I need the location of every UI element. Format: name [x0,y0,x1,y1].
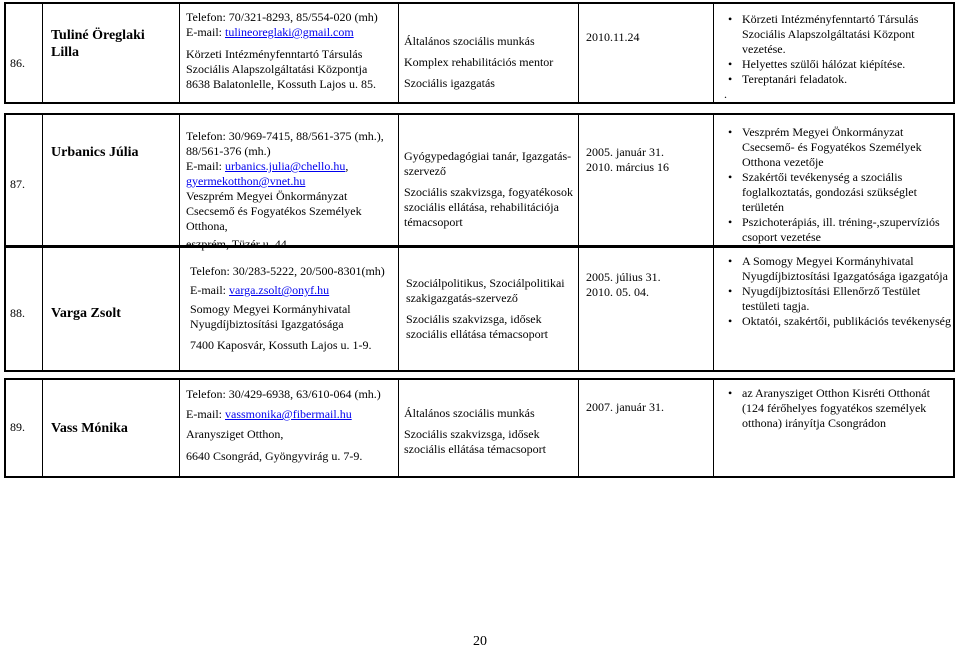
bullet-icon: • [728,254,733,268]
bullet-icon: • [728,314,733,328]
date-item: 2010.11.24 [586,30,640,44]
qualification-item: Gyógypedagógiai tanár, Igazgatás-szervező [404,149,572,178]
bullet-icon: • [728,170,733,184]
phone-text: Telefon: 30/429-6938, 63/610-064 (mh.) [186,387,381,401]
date-item: 2005. január 31. [586,145,664,159]
qualifications [404,34,578,91]
email-line [186,25,398,40]
table-row [4,246,955,372]
email-line: E-mail: urbanics.julia@chello.hu, [186,159,349,173]
email-link[interactable]: urbanics.julia@chello.hu [225,159,346,173]
person-name: Varga Zsolt [51,306,121,321]
bullet-icon: • [728,125,733,139]
qualification-item: Szociálpolitikus, Szociálpolitikai szakigazgatás-szervező [406,276,565,305]
qualification-item: Szociális szakvizsga, idősek szociális ellátása témacsoport [406,312,548,341]
page-number: 20 [473,634,487,649]
email-link[interactable]: vassmonika@fibermail.hu [225,407,352,421]
date-item: 2007. január 31. [586,400,664,414]
date-item: 2010. március 16 [586,160,669,174]
activities [724,12,954,102]
person-name: Vass Mónika [51,421,128,436]
organization-text: Veszprém Megyei Önkormányzat Csecsemő és Fogyatékos Személyek Otthona, [186,189,362,233]
email-label: E-mail: [186,159,225,173]
phone-text: Telefon: 70/321-8293, 85/554-020 (mh) [186,10,378,24]
phone-text: Telefon: 30/969-7415, 88/561-375 (mh.), 88/561-376 (mh.) [186,129,384,158]
contact-block [186,129,398,252]
address-text: eszprém, Tüzér u. 44. [186,237,290,251]
list-item: • A Somogy Megyei Kormányhivatal Nyugdíjbiztosítási Igazgatósága igazgatója [728,254,948,283]
list-item: • Helyettes szülői hálózat kiépítése. [728,57,906,71]
qualifications [404,149,578,230]
list-item: • az Aranysziget Otthon Kisréti Otthonát (124 férőhelyes fogyatékos személyek otthona) irányítja Csongrádon [728,386,930,430]
qualifications [406,276,580,342]
dates [586,30,706,45]
activities [724,254,954,329]
date-item: 2005. július 31. [586,270,661,284]
email-label: E-mail: [186,25,225,39]
email-link-secondary[interactable]: gyermekotthon@vnet.hu [186,174,306,188]
contact-block [190,264,402,353]
list-item: • Veszprém Megyei Önkormányzat Csecsemő- és Fogyatékos Személyek Otthona vezetője [728,125,922,169]
organization-text: Körzeti Intézményfenntartó Társulás Szociális Alapszolgáltatási Központja [186,47,368,76]
email-link[interactable]: varga.zsolt@onyf.hu [229,283,330,297]
dates [586,270,706,300]
email-label: E-mail: [186,407,225,421]
row-number: 88. [10,306,25,320]
date-item: 2010. 05. 04. [586,285,649,299]
person-name: Urbanics Júlia [51,145,139,160]
activities [724,125,954,245]
bullet-icon: • [728,57,733,71]
dates [586,400,706,415]
table-row [4,113,955,251]
qualification-item: Szociális szakvizsga, idősek szociális ellátása témacsoport [404,427,546,456]
list-item: • Oktatói, szakértői, publikációs tevékenység [728,314,951,328]
bullet-icon: • [728,215,733,229]
trailing-mark: . [724,87,727,101]
email-label: E-mail: [190,283,229,297]
qualification-item: Általános szociális munkás [404,406,535,420]
list-item: • Tereptanári feladatok. [728,72,848,86]
contact-block [186,387,398,464]
list-item: • Pszichoterápiás, ill. tréning-,szupervíziós csoport vezetése [728,215,940,244]
qualification-item: Szociális szakvizsga, fogyatékosok szociális ellátása, rehabilitációja témacsoport [404,185,573,229]
phone-text: Telefon: 30/283-5222, 20/500-8301(mh) [190,264,385,278]
address-text: 6640 Csongrád, Gyöngyvirág u. 7-9. [186,449,363,463]
email-line [190,283,402,298]
table-row [4,2,955,104]
row-number: 87. [10,177,25,191]
row-number: 86. [10,56,25,70]
qualification-item: Általános szociális munkás [404,34,535,48]
email-line [186,407,398,422]
list-item: • Szakértői tevékenység a szociális foglalkoztatás, gondozási szükséglet területén [728,170,917,214]
list-item: • Körzeti Intézményfenntartó Társulás Szociális Alapszolgáltatási Központ vezetése. [728,12,919,56]
person-name: Tuliné Öreglaki Lilla [51,28,145,60]
email-link[interactable]: tulineoreglaki@gmail.com [225,25,354,39]
qualification-item: Szociális igazgatás [404,76,495,90]
dates [586,145,706,175]
contact-block [186,10,398,92]
activities [724,386,954,431]
organization-text: Aranysziget Otthon, [186,427,284,441]
table-row [4,378,955,478]
bullet-icon: • [728,284,733,298]
bullet-icon: • [728,386,733,400]
qualifications [404,406,578,457]
organization-text: Somogy Megyei Kormányhivatal Nyugdíjbiztosítási Igazgatósága [190,302,351,331]
list-item: • Nyugdíjbiztosítási Ellenőrző Testület testületi tagja. [728,284,921,313]
bullet-icon: • [728,12,733,26]
bullet-icon: • [728,72,733,86]
address-text: 8638 Balatonlelle, Kossuth Lajos u. 85. [186,77,376,91]
address-text: 7400 Kaposvár, Kossuth Lajos u. 1-9. [190,338,372,352]
qualification-item: Komplex rehabilitációs mentor [404,55,554,69]
row-number: 89. [10,420,25,434]
